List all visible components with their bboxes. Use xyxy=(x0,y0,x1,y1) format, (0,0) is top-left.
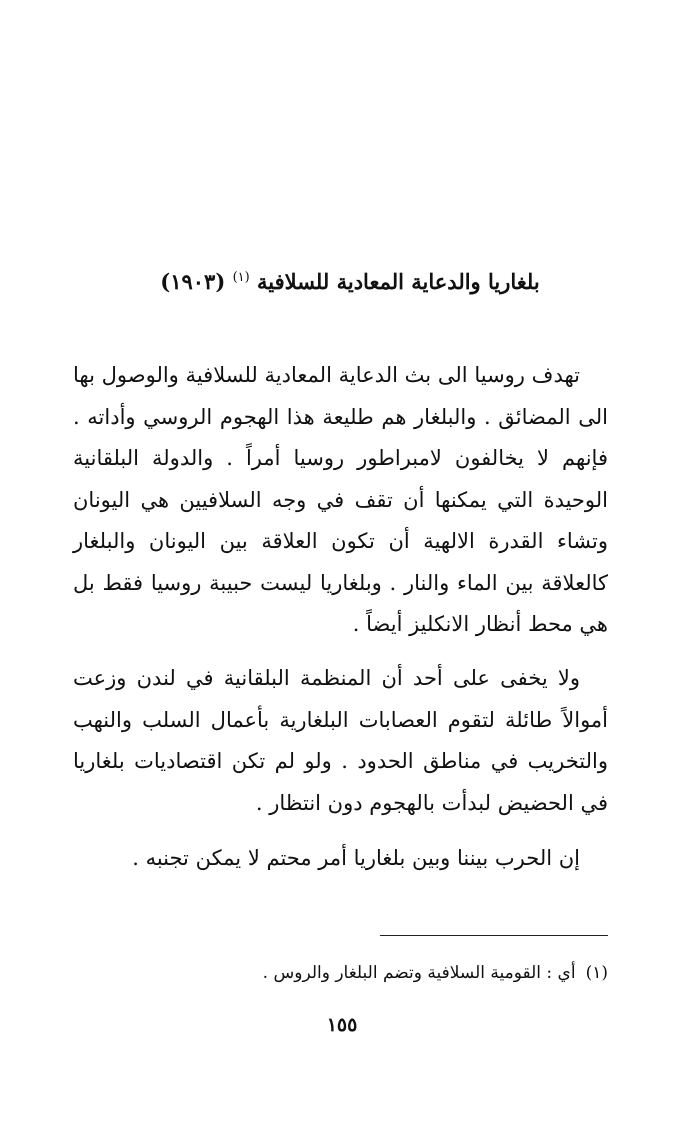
paragraph-2: ولا يخفى على أحد أن المنظمة البلقانية في لندن وزعت أموالاً طائلة لتقوم العصابات البلغارية بأعمال السلب والنهب والتخريب في مناطق الحدود . ولو لم تكن اقتصاديات بلغاريا في الحضيض لبدأت بالهجوم دون انتظار . xyxy=(73,666,608,815)
paragraph-1: تهدف روسيا الى بث الدعاية المعادية للسلافية والوصول بها الى المضائق . والبلغار هم طليعة هذا الهجوم الروسي وأداته . فإنهم لا يخالفون لامبراطور روسيا أمراً . والدولة البلقانية الوحيدة التي يمكنها أن تقف في وجه السلافيين هي اليونان وتشاء القدرة الالهية أن تكون العلاقة بين اليونان والبلغار كالعلاقة بين الماء والنار . وبلغاريا ليست حبيبة روسيا فقط بل هي محط أنظار الانكليز أيضاً . xyxy=(73,363,608,636)
footnote-number: (١) xyxy=(585,963,608,983)
chapter-title-text: بلغاريا والدعاية المعادية للسلافية xyxy=(257,269,540,294)
page-number: ١٥٥ xyxy=(326,1014,358,1036)
footnote-reference: (١) xyxy=(232,270,250,285)
footnote-divider xyxy=(380,935,608,936)
chapter-year: (١٩٠٣) xyxy=(160,269,226,294)
paragraph-3: إن الحرب بيننا وبين بلغاريا أمر محتم لا يمكن تجنبه . xyxy=(132,846,580,870)
chapter-title xyxy=(150,262,550,302)
footnote-text: أي : القومية السلافية وتضم البلغار والروس . xyxy=(262,963,576,983)
footnote xyxy=(73,958,608,988)
